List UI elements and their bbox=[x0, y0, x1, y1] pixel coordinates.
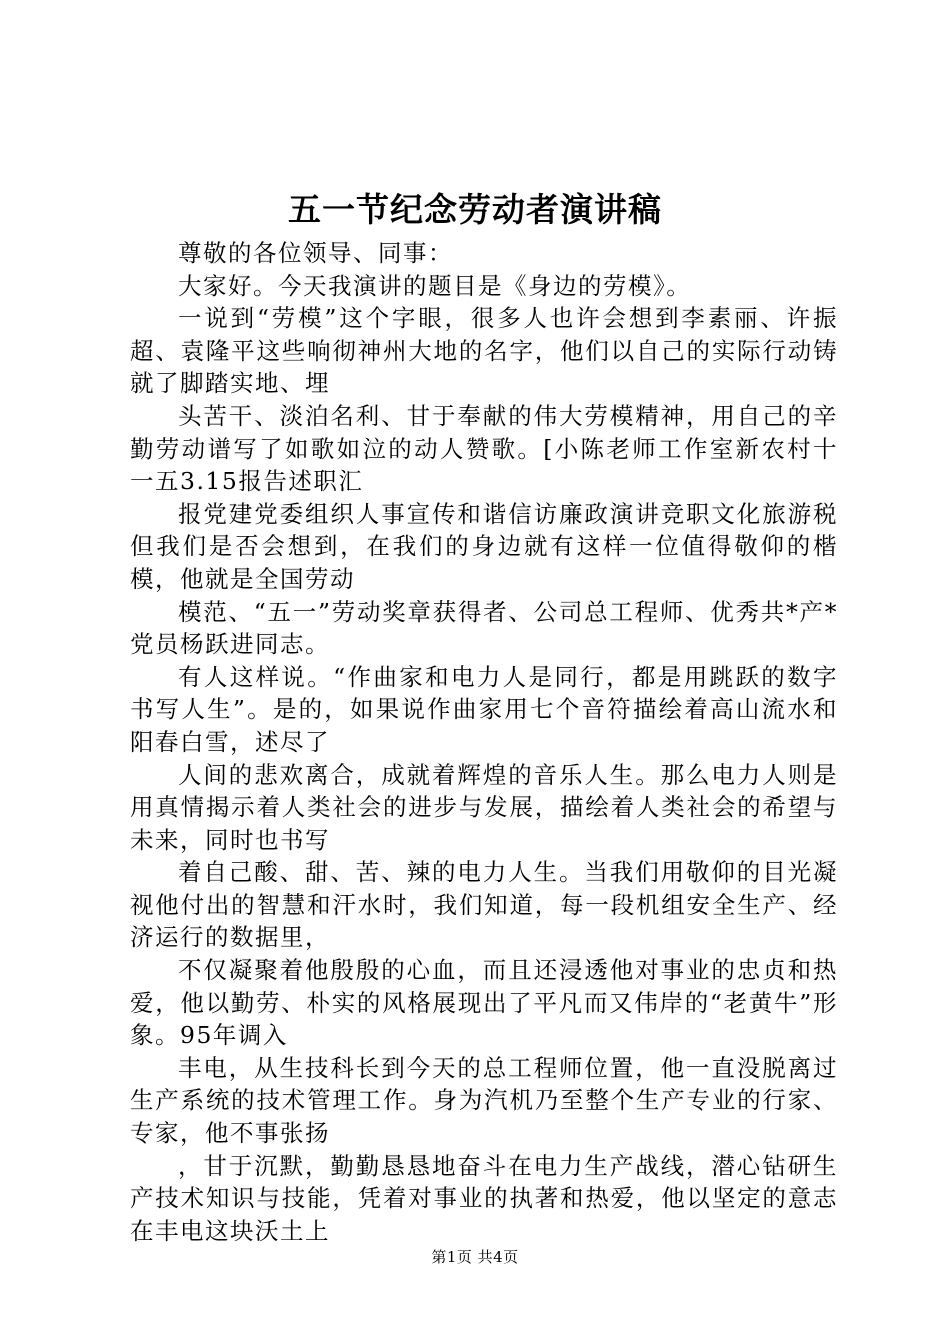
paragraph: 头苦干、淡泊名利、甘于奉献的伟大劳模精神，用自己的辛勤劳动谱写了如歌如泣的动人赞歌。[小陈老师工作室新农村十一五3.15报告述职汇 bbox=[130, 401, 838, 496]
paragraph: 不仅凝聚着他殷殷的心血，而且还浸透他对事业的忠贞和热爱，他以勤劳、朴实的风格展现出了平凡而又伟岸的“老黄牛”形象。95年调入 bbox=[130, 956, 838, 1050]
paragraph: 模范、“五一”劳动奖章获得者、公司总工程师、优秀共*产*党员杨跃进同志。 bbox=[130, 597, 838, 659]
document-body bbox=[130, 237, 838, 1247]
document-title: 五一节纪念劳动者演讲稿 bbox=[288, 190, 662, 229]
paragraph: 人间的悲欢离合，成就着辉煌的音乐人生。那么电力人则是用真情揭示着人类社会的进步与发展，描绘着人类社会的希望与未来，同时也书写 bbox=[130, 760, 838, 854]
page-number-footer: 第1页 共4页 bbox=[431, 1248, 519, 1266]
paragraph-greeting: 大家好。今天我演讲的题目是《身边的劳模》。 bbox=[178, 271, 692, 300]
paragraph: 一说到“劳模”这个字眼，很多人也许会想到李素丽、许振超、袁隆平这些响彻神州大地的名字，他们以自己的实际行动铸就了脚踏实地、埋 bbox=[130, 304, 838, 398]
paragraph: ，甘于沉默，勤勤恳恳地奋斗在电力生产战线，潜心钻研生产技术知识与技能，凭着对事业的执著和热爱，他以坚定的意志在丰电这块沃土上 bbox=[130, 1151, 838, 1245]
paragraph: 报党建党委组织人事宣传和谐信访廉政演讲竞职文化旅游税但我们是否会想到，在我们的身边就有这样一位值得敬仰的楷模，他就是全国劳动 bbox=[130, 499, 838, 593]
paragraph-salutation: 尊敬的各位领导、同事： bbox=[178, 239, 453, 267]
paragraph: 着自己酸、甜、苦、辣的电力人生。当我们用敬仰的目光凝视他付出的智慧和汗水时，我们知道，每一段机组安全生产、经济运行的数据里， bbox=[130, 858, 838, 952]
paragraph: 有人这样说。“作曲家和电力人是同行，都是用跳跃的数字书写人生”。是的，如果说作曲家用七个音符描绘着高山流水和阳春白雪，述尽了 bbox=[130, 662, 838, 756]
paragraph: 丰电，从生技科长到今天的总工程师位置，他一直没脱离过生产系统的技术管理工作。身为汽机乃至整个生产专业的行家、专家，他不事张扬 bbox=[130, 1053, 838, 1148]
